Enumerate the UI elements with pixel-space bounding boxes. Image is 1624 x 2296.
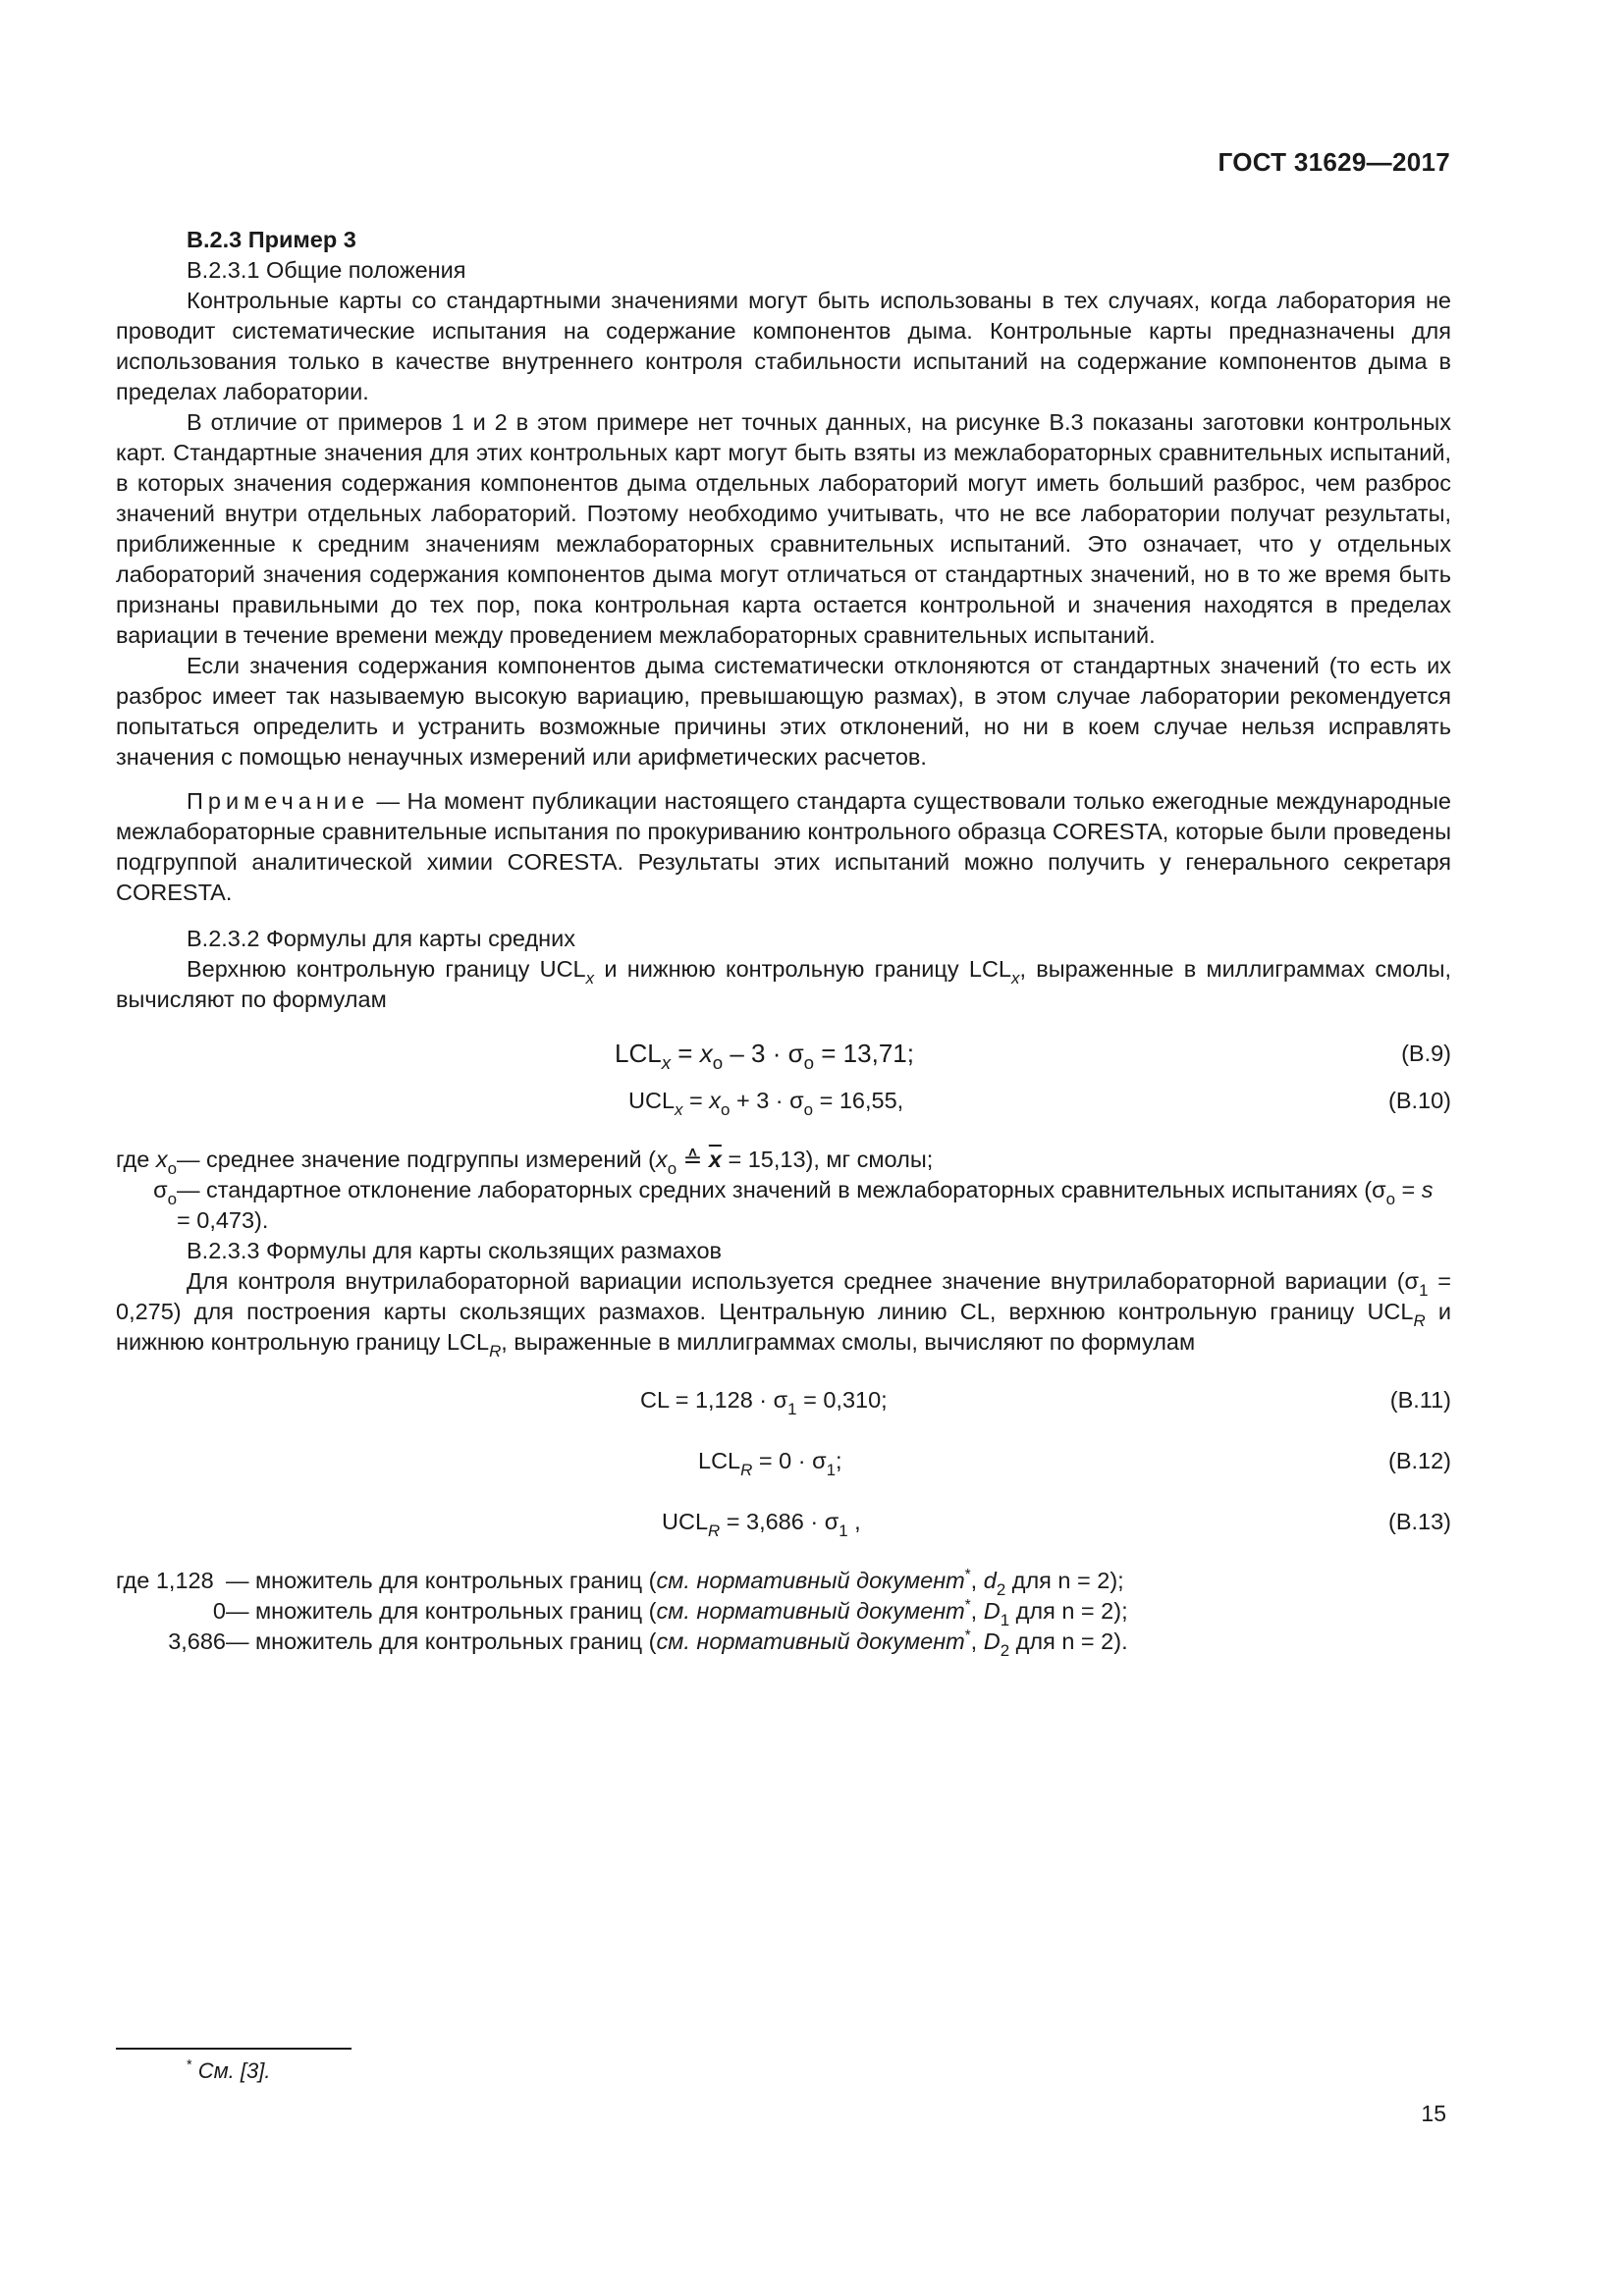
note-paragraph <box>116 786 1451 908</box>
definition-sigma-o: $\sigma_o$ — стандартное отклонение лабораторных средних значений в межлабораторных сравнительных испытаниях $(\sigma_o = s = 0,473)$. <box>153 1177 1434 1233</box>
definitions-list-1 <box>116 1145 1451 1236</box>
formula-b13-number: (B.13) <box>1388 1509 1451 1534</box>
formula-b10-number: (B.10) <box>1388 1088 1451 1113</box>
definition-multiplier-D2: 3,686 — множитель для контрольных границ (см. нормативный документ*, $D_2$ для n = 2). <box>168 1628 1128 1660</box>
formula-b13-expression: $UCL_R = 3,686 \cdot \sigma_1$ , <box>662 1509 861 1540</box>
footnote-mark: * <box>187 2057 192 2073</box>
subsection-title-means: B.2.3.2 Формулы для карты средних <box>187 926 576 951</box>
definition-xo: где $x_o$ — среднее значение подгруппы измерений ($x_o$ ≙ $\overline{x} = 15,13$), мг смолы; <box>116 1147 934 1178</box>
formula-b12-number: (B.12) <box>1388 1448 1451 1473</box>
formula-b11 <box>116 1377 1451 1424</box>
definition-multiplier-d2: где 1,128 — множитель для контрольных границ (см. нормативный документ*, $d_2$ для n = 2); <box>116 1567 1124 1599</box>
formula-b12-expression: $LCL_R = 0 \cdot \sigma_1$; <box>698 1448 842 1479</box>
subsection-title-ranges: B.2.3.3 Формулы для карты скользящих размахов <box>187 1238 723 1263</box>
ranges-intro: Для контроля внутрилабораторной вариации используется среднее значение внутрилабораторной вариации $(\sigma_1 = 0,275)$ для построения карты скользящих размахов. Центральную линию CL, верхнюю контрольную границу $UCL_R$ и нижнюю контрольную границу $LCL_R$, выраженные в миллиграммах смолы, вычисляют по формулам <box>116 1268 1451 1361</box>
footnote <box>187 2056 270 2086</box>
note-text: — На момент публикации настоящего стандарта существовали только ежегодные международные межлабораторные сравнительные испытания по прокуриванию контрольного образца CORESTA, которые были проведены подгруппой аналитической химии CORESTA. Результаты этих испытаний можно получить у генерального секретаря CORESTA. <box>116 788 1451 905</box>
formula-b13 <box>116 1499 1451 1546</box>
definitions-list-2 <box>116 1566 1451 1660</box>
formula-b11-number: (B.11) <box>1389 1387 1451 1413</box>
formula-b10-expression: $UCL_x = x_o + 3 \cdot \sigma_o = 16,55$, <box>628 1088 904 1119</box>
formula-b9-number: (B.9) <box>1401 1041 1451 1066</box>
means-intro: Верхнюю контрольную границу $UCL_x$ и нижнюю контрольную границу $LCL_x$, выраженные в миллиграммах смолы, вычисляют по формулам <box>116 956 1451 1012</box>
paragraph-1: Контрольные карты со стандартными значениями могут быть использованы в тех случаях, когда лаборатория не проводит систематические испытания на содержание компонентов дыма. Контрольные карты предназначены для использования только в качестве внутреннего контроля стабильности испытаний на содержание компонентов дыма в пределах лаборатории. <box>116 288 1451 404</box>
definition-multiplier-D1: 0 — множитель для контрольных границ (см. нормативный документ*, $D_1$ для n = 2); <box>212 1597 1128 1629</box>
note-label: Примечание <box>187 788 370 814</box>
section-title: B.2.3 Пример 3 <box>187 227 356 252</box>
formula-b12 <box>116 1438 1451 1485</box>
formula-b10 <box>116 1078 1451 1125</box>
formula-b9 <box>116 1031 1451 1078</box>
paragraph-3: Если значения содержания компонентов дыма систематически отклоняются от стандартных значений (то есть их разброс имеет так называемую высокую вариацию, превышающую размах), в этом случае лаборатории рекомендуется попытаться определить и устранить возможные причины этих отклонений, но ни в коем случае нельзя исправлять значения с помощью ненаучных измерений или арифметических расчетов. <box>116 653 1451 770</box>
formula-b11-expression: CL = $1,128 \cdot \sigma_1 = 0,310$; <box>640 1387 888 1418</box>
page-number: 15 <box>1421 2101 1446 2126</box>
page-content <box>116 225 1451 1660</box>
subsection-title-general: B.2.3.1 Общие положения <box>187 257 466 283</box>
paragraph-2: В отличие от примеров 1 и 2 в этом примере нет точных данных, на рисунке B.3 показаны заготовки контрольных карт. Стандартные значения для этих контрольных карт могут быть взяты из межлабораторных сравнительных испытаний, в которых значения содержания компонентов дыма отдельных лабораторий могут иметь больший разброс, чем разброс значений внутри отдельных лабораторий. Поэтому необходимо учитывать, что не все лаборатории получат результаты, приближенные к средним значениям межлабораторных сравнительных испытаний. Это означает, что у отдельных лабораторий значения содержания компонентов дыма могут отличаться от стандартных значений, но в то же время быть признаны правильными до тех пор, пока контрольная карта остается контрольной и значения находятся в пределах вариации в течение времени между проведением межлабораторных сравнительных испытаний. <box>116 409 1451 648</box>
formula-b9-expression: $LCL_x = x_o - 3 \cdot \sigma_o = 13,71$; <box>615 1039 914 1073</box>
footnote-text: См. [3]. <box>197 2058 271 2083</box>
document-id-header: ГОСТ 31629—2017 <box>1218 147 1450 177</box>
footnote-rule <box>116 2048 352 2050</box>
